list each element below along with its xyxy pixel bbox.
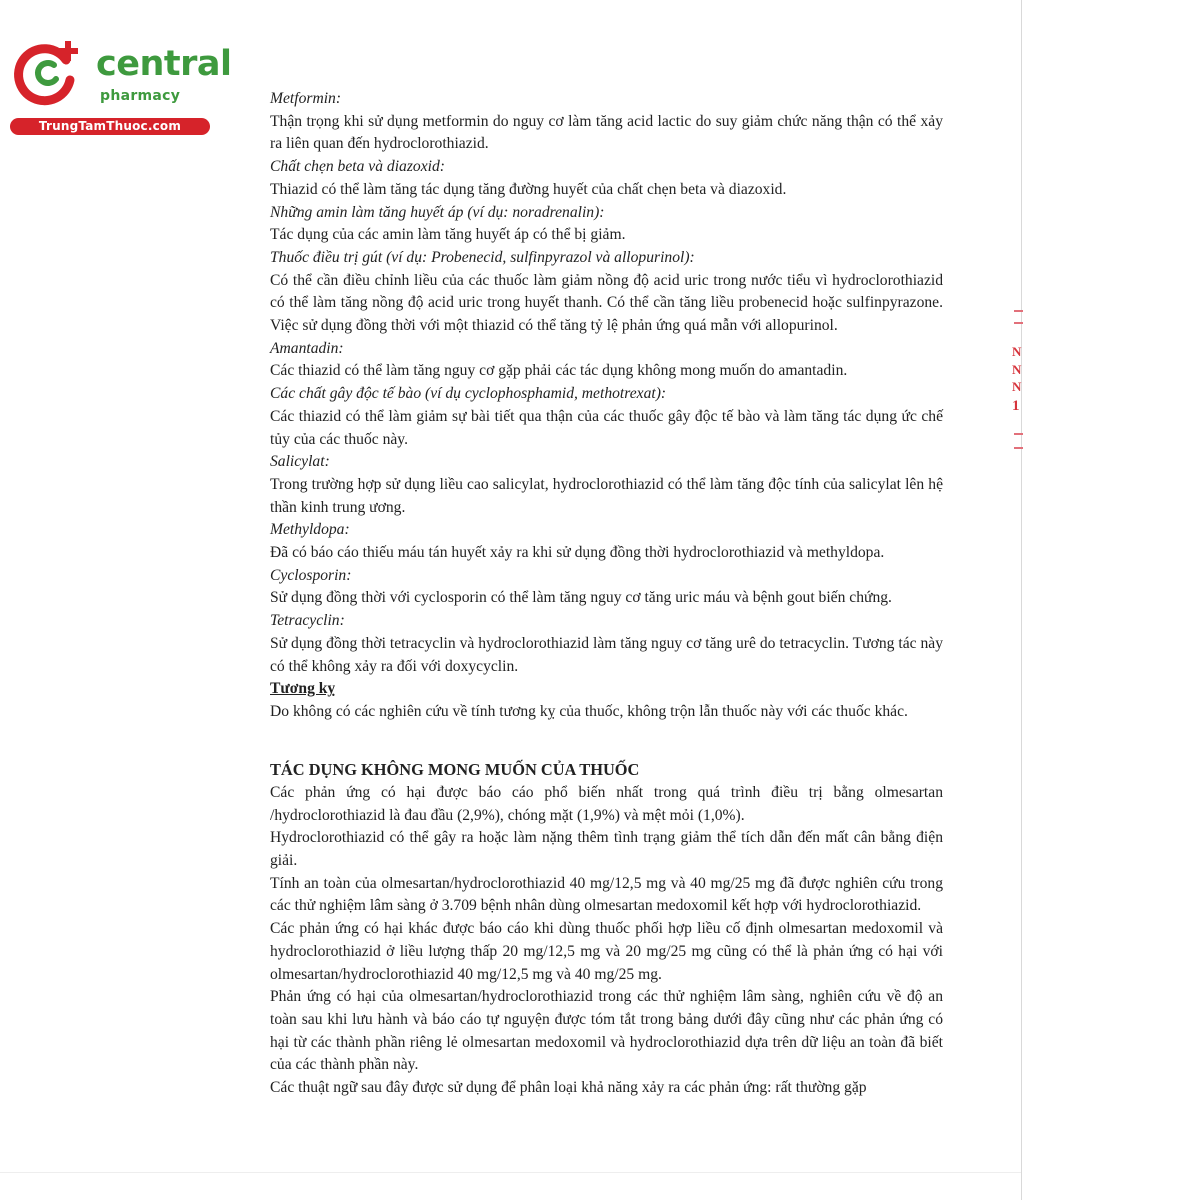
metformin-heading: Metformin:: [270, 90, 342, 107]
adverse-effects-paragraph-2: Hydroclorothiazid có thể gây ra hoặc làm nặng thêm tình trạng giảm thể tích dẫn đến mất cân bằng điện giải.: [270, 829, 943, 869]
cyclosporin-heading: Cyclosporin:: [270, 566, 352, 584]
beta-blocker-heading: Chất chẹn beta và diazoxid:: [270, 158, 445, 176]
methyldopa-heading: Methyldopa:: [270, 521, 350, 539]
pharmacy-cross-icon: [10, 38, 86, 108]
gout-drugs-heading: Thuốc điều trị gút (ví dụ: Probenecid, sulfinpyrazol và allopurinol):: [270, 248, 695, 266]
methyldopa-paragraph: Đã có báo cáo thiếu máu tán huyết xảy ra khi sử dụng đồng thời hydroclorothiazid và methyldopa.: [270, 544, 885, 562]
metformin-paragraph: Thận trọng khi sử dụng metformin do nguy cơ làm tăng acid lactic do suy giảm chức năng thận có thể xảy ra liên quan đến hydroclorothiazid.: [270, 112, 943, 153]
salicylat-heading: Salicylat:: [270, 453, 330, 471]
adverse-effects-paragraph-5: Phản ứng có hại của olmesartan/hydroclorothiazid trong các thử nghiệm lâm sàng, nghiên cứu về độ an toàn sau khi lưu hành và báo cáo tự nguyện được tóm tắt trong bảng dưới đây cũng như các phản ứng có hại từ các thành phần riêng lẻ olmesartan medoxomil và hydroclorothiazid dựa trên dữ liệu an toàn đã biết của các thành phần này.: [270, 988, 943, 1074]
pressor-amine-heading: Những amin làm tăng huyết áp (ví dụ: noradrenalin):: [270, 203, 605, 221]
incompatibility-paragraph: Do không có các nghiên cứu về tính tương kỵ của thuốc, không trộn lẫn thuốc này với các thuốc khác.: [270, 702, 908, 720]
central-pharmacy-logo[interactable]: [10, 38, 232, 136]
cytotoxic-heading: Các chất gây độc tế bào (ví dụ cyclophosphamid, methotrexat):: [270, 385, 667, 403]
page-bottom-edge: [0, 1172, 1021, 1173]
amantadin-heading: Amantadin:: [270, 339, 344, 357]
brand-subtitle: pharmacy: [100, 88, 181, 104]
tetracyclin-heading: Tetracyclin:: [270, 612, 345, 630]
brand-name: central: [96, 44, 232, 84]
document-body: [270, 88, 943, 1100]
pressor-amine-paragraph: Tác dụng của các amin làm tăng huyết áp có thể bị giảm.: [270, 226, 626, 244]
tetracyclin-paragraph: Sử dụng đồng thời tetracyclin và hydroclorothiazid làm tăng nguy cơ tăng urê do tetracyclin. Tương tác này có thể không xảy ra đối với doxycyclin.: [270, 634, 943, 675]
cytotoxic-paragraph: Các thiazid có thể làm giảm sự bài tiết qua thận của các thuốc gây độc tế bào và làm tăng tác dụng ức chế tủy của các thuốc này.: [270, 407, 943, 448]
beta-blocker-paragraph: Thiazid có thể làm tăng tác dụng tăng đường huyết của chất chẹn beta và diazoxid.: [270, 180, 787, 198]
adverse-effects-title: TÁC DỤNG KHÔNG MONG MUỐN CỦA THUỐC: [270, 760, 640, 780]
amantadin-paragraph: Các thiazid có thể làm tăng nguy cơ gặp phải các tác dụng không mong muốn do amantadin.: [270, 362, 848, 380]
website-badge: TrungTamThuoc.com: [10, 118, 210, 135]
gout-drugs-paragraph: Có thể cần điều chỉnh liều của các thuốc làm giảm nồng độ acid uric trong nước tiểu vì hydroclorothiazid có thể làm tăng nồng độ acid uric trong huyết thanh. Có thể cần tăng liều probenecid hoặc sulfinpyrazone. Việc sử dụng đồng thời với một thiazid có thể tăng tỷ lệ phản ứng quá mẫn với allopurinol.: [270, 271, 943, 335]
adverse-effects-paragraph-6: Các thuật ngữ sau đây được sử dụng để phân loại khả năng xảy ra các phản ứng: rất thường gặp: [270, 1079, 867, 1097]
adverse-effects-paragraph-4: Các phản ứng có hại khác được báo cáo khi dùng thuốc phối hợp liều cố định olmesartan medoxomil và hydroclorothiazid ở liều lượng thấp 20 mg/12,5 mg và 20 mg/25 mg cũng có thể là phản ứng có hại với olmesartan/hydroclorothiazid 40 mg/12,5 mg và 40 mg/25 mg.: [270, 920, 943, 983]
adverse-effects-paragraph-3: Tính an toàn của olmesartan/hydroclorothiazid 40 mg/12,5 mg và 40 mg/25 mg đã được nghiên cứu trong các thử nghiệm lâm sàng ở 3.709 bệnh nhân dùng olmesartan medoxomil kết hợp với hydroclorothiazid.: [270, 874, 943, 915]
adverse-effects-paragraph-1: Các phản ứng có hại được báo cáo phổ biến nhất trong quá trình điều trị bằng olmesartan /hydroclorothiazid là đau đầu (2,9%), chóng mặt (1,9%) và mệt mỏi (1,0%).: [270, 783, 943, 824]
salicylat-paragraph: Trong trường hợp sử dụng liều cao salicylat, hydroclorothiazid có thể làm tăng độc tính của salicylat lên hệ thần kinh trung ương.: [270, 475, 943, 516]
cyclosporin-paragraph: Sử dụng đồng thời với cyclosporin có thể làm tăng nguy cơ tăng uric máu và bệnh gout biến chứng.: [270, 589, 892, 607]
page-right-edge: [1021, 0, 1022, 1200]
incompatibility-heading: Tương kỵ: [270, 680, 336, 698]
stamp-fragment: N N N 1: [1008, 300, 1024, 462]
